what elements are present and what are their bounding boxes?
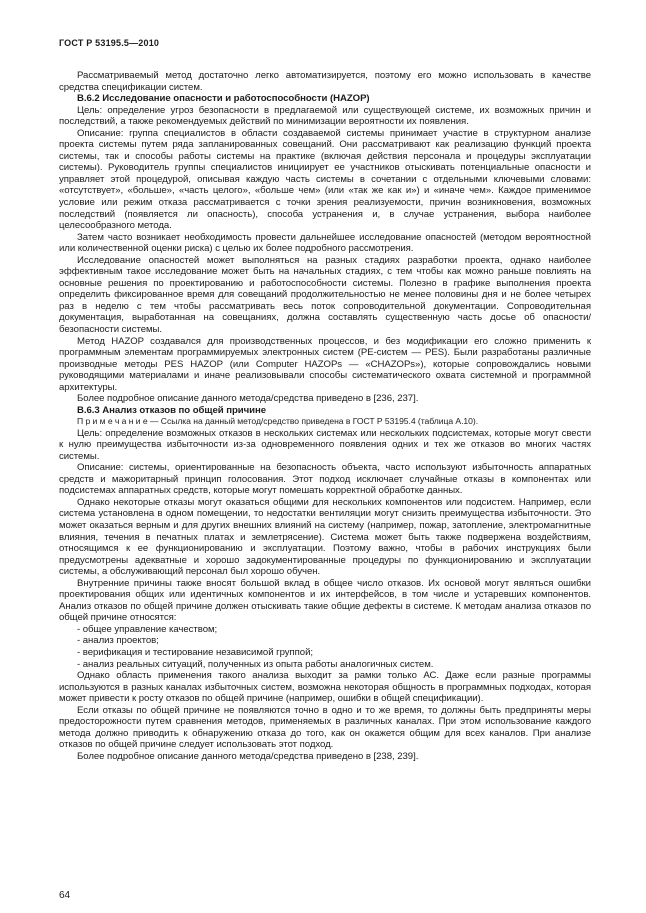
paragraph: Цель: определение угроз безопасности в предлагаемой или существующей системе, их возможных причин и последствий, а также рекомендуемых действий по минимизации вероятности их появления.	[59, 104, 591, 128]
list-item: - верификация и тестирование независимой группой;	[77, 647, 313, 658]
paragraph: Более подробное описание данного метода/средства приведено в [238, 239].	[77, 750, 419, 762]
paragraph: Цель: определение возможных отказов в нескольких системах или нескольких подсистемах, которые могут свести к нулю преимущества избыточности из-за одновременного появления одних и тех же отказов во многих частях системы.	[59, 427, 591, 462]
paragraph: Метод HAZOP создавался для производственных процессов, и без модификации его сложно применить к программным элементам программируемых электронных систем (PE-систем — PES). Были разработаны различные производные методы PES HAZOP (или Computer HAZOPs — «CHAZOPs»), которые сопровождались новыми руководящими материалами и иначе реализовывали способы систематического охвата системной и программной архитектуры.	[59, 335, 591, 393]
paragraph: Внутренние причины также вносят большой вклад в общее число отказов. Их основой могут являться ошибки проектирования общих или идентичных компонентов и их интерфейсов, в том числе и устаревших компонентов. Анализ отказов по общей причине должен отыскивать такие общие дефекты в системе. К методам анализа отказов по общей причине относятся:	[59, 577, 591, 624]
paragraph: Описание: системы, ориентированные на безопасность объекта, часто используют избыточность аппаратных средств и мажоритарный принцип голосования. Этот подход исключает случайные отказы в компонентах или подсистемах аппаратных средств, которые могут помешать корректной обработке данных.	[59, 462, 591, 497]
section-heading: В.6.2 Исследование опасности и работоспособности (HAZOP)	[77, 93, 370, 105]
paragraph: Описание: группа специалистов в области создаваемой системы принимает участие в структурном анализе проекта системы путем ряда запланированных совещаний. Они рассматривают как реализацию функций проекта системы, так и способы работы системы на практике (включая действия персонала и процедуры эксплуатации системы). Руководитель группы специалистов инициирует ее участников отыскивать потенциальные опасности и управляет этой процедурой, описывая каждую часть системы в сочетании с отдельными ключевыми словами: «отсутствует», «больше», «часть целого», «больше чем» (или «так же как и») и «иначе чем». Каждое применимое условие или режим отказа рассматривается с точки зрения реализуемости, причин возникновения, возможных последствий (появляется ли опасность), способа устранения и, в случае устранения, выбора наиболее целесообразного метода.	[59, 127, 591, 232]
paragraph: Более подробное описание данного метода/средства приведено в [236, 237].	[77, 393, 419, 405]
list-item: - анализ проектов;	[77, 635, 159, 647]
document-header: ГОСТ Р 53195.5—2010	[59, 38, 160, 48]
note-paragraph: П р и м е ч а н и е — Ссылка на данный метод/средство приведена в ГОСТ Р 53195.4 (таблица А.10).	[77, 416, 479, 427]
document-body	[59, 70, 591, 762]
paragraph: Рассматриваемый метод достаточно легко автоматизируется, поэтому его можно использовать в качестве средства спецификации систем.	[59, 70, 591, 93]
paragraph: Затем часто возникает необходимость провести дальнейшее исследование опасностей (методом вероятностной или количественной оценки риска) с целью их более подробного рассмотрения.	[59, 231, 591, 255]
paragraph: Однако некоторые отказы могут оказаться общими для нескольких компонентов или подсистем. Например, если система установлена в одном помещении, то недостатки вентиляции могут снизить преимущества избыточности. Это может оказаться верным и для других внешних влияний на систему (например, пожар, затопление, электромагнитные влияния, течения в печатных платах и землетрясение). Система может быть также подвержена воздействиям, относящимся к ее функционированию и эксплуатации. Поэтому важно, чтобы в рабочих инструкциях были предусмотрены адекватные и хорошо задокументированные процедуры по функционированию и эксплуатации системы, а обслуживающий персонал был хорошо обучен.	[59, 496, 591, 578]
page-number: 64	[59, 890, 71, 901]
paragraph: Однако область применения такого анализа выходит за рамки только АС. Даже если разные программы используются в разных каналах избыточных систем, возможна некоторая общность в программных подходах, которая может привести к росту отказов по общей причине (например, ошибки в общей спецификации).	[59, 670, 591, 705]
paragraph: Если отказы по общей причине не появляются точно в одно и то же время, то должны быть предприняты меры предосторожности путем сравнения методов, применяемых в различных каналах. При этом использование каждого метода должно приводить к обнаружению отказа до того, как он окажется общим для всех каналов. При анализе отказов по общей причине следует использовать этот подход.	[59, 704, 591, 751]
paragraph: Исследование опасностей может выполняться на разных стадиях разработки проекта, однако наиболее эффективным такое исследование может быть на начальных стадиях, с тем чтобы как можно раньше повлиять на основные решения по проектированию и работоспособности системы. Полезно в графике выполнения проекта определить фиксированное время для совещаний продолжительностью не менее половины дня и не более четырех раз в неделю с тем чтобы рассматривать весь поток сопроводительной документации. Сопроводительная документация, выработанная на совещаниях, должна составлять существенную часть досье об опасности/безопасности системы.	[59, 254, 591, 336]
list-item: - общее управление качеством;	[77, 623, 218, 635]
list-item: - анализ реальных ситуаций, полученных из опыта работы аналогичных систем.	[77, 658, 434, 670]
section-heading: В.6.3 Анализ отказов по общей причине	[77, 404, 267, 416]
